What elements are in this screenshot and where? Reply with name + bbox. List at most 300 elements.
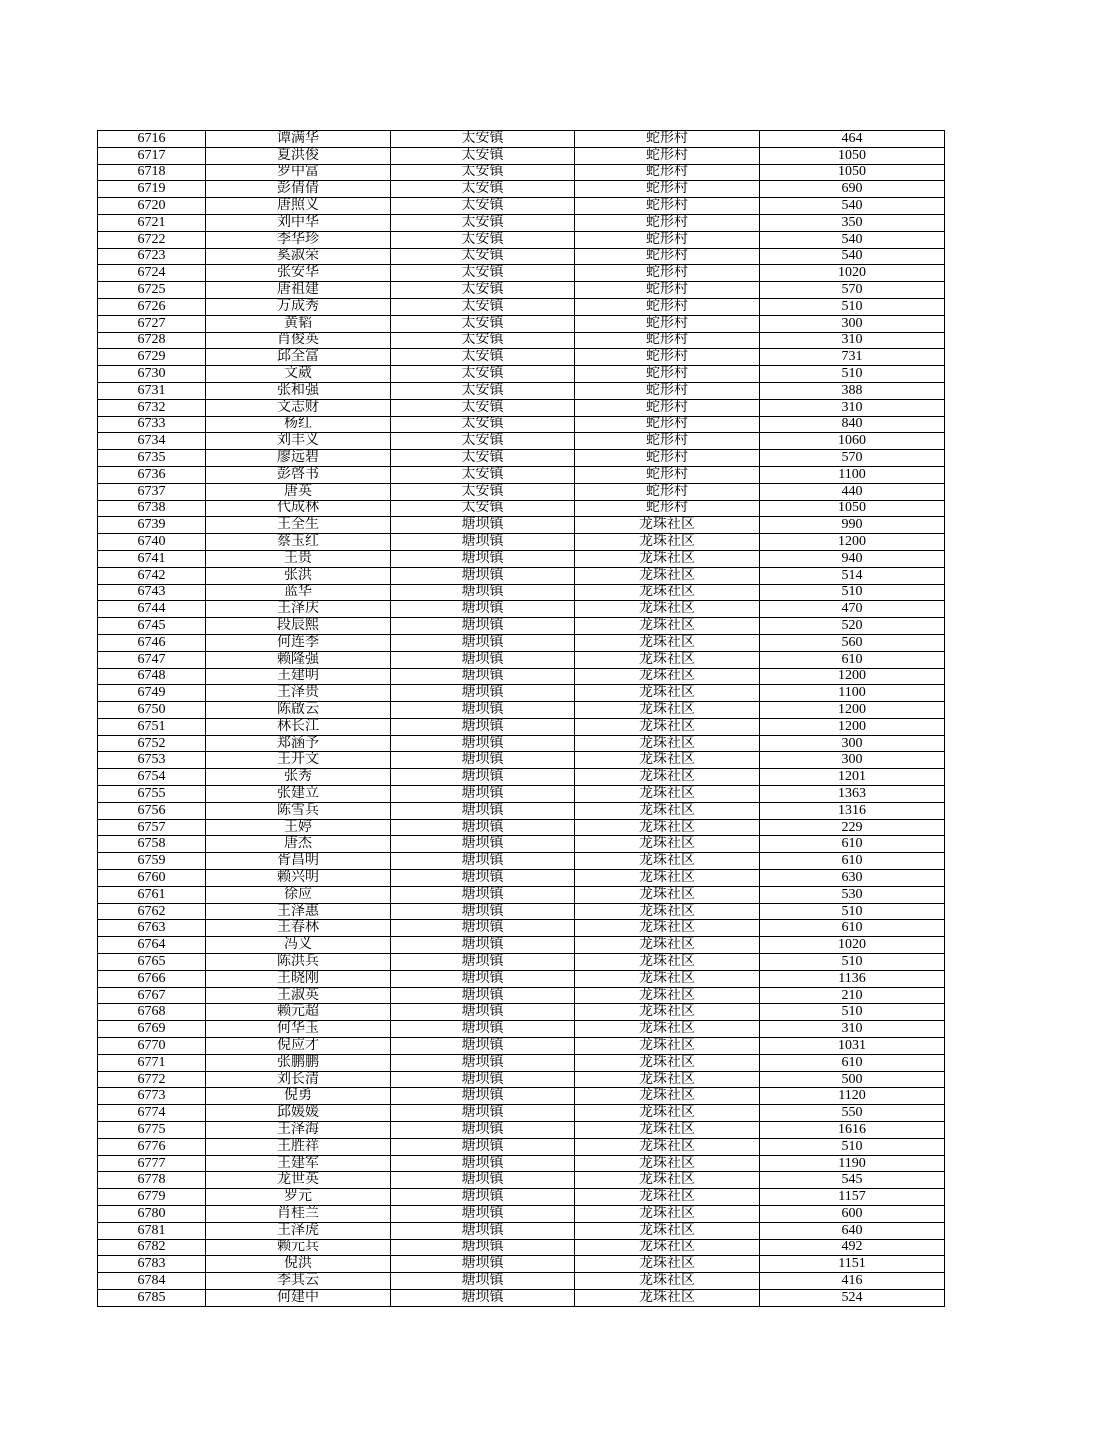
- town-cell: 塘坝镇: [391, 786, 575, 803]
- village-cell: 龙珠社区: [575, 987, 760, 1004]
- table-row: [98, 1038, 945, 1055]
- name-cell: 陈洪兵: [206, 954, 391, 971]
- town-cell: 太安镇: [391, 282, 575, 299]
- amount-cell: 1050: [760, 164, 945, 181]
- village-cell: 蛇形村: [575, 147, 760, 164]
- village-cell: 龙珠社区: [575, 786, 760, 803]
- serial-number-cell: 6733: [98, 416, 206, 433]
- table-row: [98, 1138, 945, 1155]
- town-cell: 塘坝镇: [391, 584, 575, 601]
- table-row: [98, 634, 945, 651]
- town-cell: 塘坝镇: [391, 970, 575, 987]
- serial-number-cell: 6716: [98, 131, 206, 148]
- town-cell: 塘坝镇: [391, 668, 575, 685]
- table-row: [98, 265, 945, 282]
- serial-number-cell: 6779: [98, 1189, 206, 1206]
- name-cell: 陈雪兵: [206, 802, 391, 819]
- amount-cell: 570: [760, 282, 945, 299]
- serial-number-cell: 6782: [98, 1239, 206, 1256]
- table-row: [98, 853, 945, 870]
- amount-cell: 990: [760, 517, 945, 534]
- town-cell: 塘坝镇: [391, 702, 575, 719]
- town-cell: 塘坝镇: [391, 819, 575, 836]
- name-cell: 夏洪俊: [206, 147, 391, 164]
- name-cell: 赖元超: [206, 1004, 391, 1021]
- town-cell: 塘坝镇: [391, 1004, 575, 1021]
- amount-cell: 1157: [760, 1189, 945, 1206]
- amount-cell: 350: [760, 214, 945, 231]
- town-cell: 塘坝镇: [391, 567, 575, 584]
- town-cell: 太安镇: [391, 483, 575, 500]
- town-cell: 塘坝镇: [391, 618, 575, 635]
- name-cell: 何连李: [206, 634, 391, 651]
- town-cell: 太安镇: [391, 164, 575, 181]
- village-cell: 龙珠社区: [575, 1273, 760, 1290]
- name-cell: 王建军: [206, 1155, 391, 1172]
- town-cell: 塘坝镇: [391, 937, 575, 954]
- name-cell: 代成林: [206, 500, 391, 517]
- amount-cell: 470: [760, 601, 945, 618]
- amount-cell: 545: [760, 1172, 945, 1189]
- serial-number-cell: 6775: [98, 1122, 206, 1139]
- serial-number-cell: 6770: [98, 1038, 206, 1055]
- village-cell: 蛇形村: [575, 450, 760, 467]
- name-cell: 彭倩倩: [206, 181, 391, 198]
- serial-number-cell: 6734: [98, 433, 206, 450]
- name-cell: 唐祖建: [206, 282, 391, 299]
- table-row: [98, 1289, 945, 1306]
- serial-number-cell: 6718: [98, 164, 206, 181]
- amount-cell: 500: [760, 1071, 945, 1088]
- name-cell: 罗中富: [206, 164, 391, 181]
- village-cell: 蛇形村: [575, 315, 760, 332]
- town-cell: 塘坝镇: [391, 550, 575, 567]
- village-cell: 蛇形村: [575, 483, 760, 500]
- name-cell: 王胜祥: [206, 1138, 391, 1155]
- village-cell: 龙珠社区: [575, 1155, 760, 1172]
- amount-cell: 492: [760, 1239, 945, 1256]
- village-cell: 蛇形村: [575, 332, 760, 349]
- table-row: [98, 534, 945, 551]
- table-row: [98, 651, 945, 668]
- village-cell: 龙珠社区: [575, 870, 760, 887]
- table-row: [98, 466, 945, 483]
- village-cell: 龙珠社区: [575, 668, 760, 685]
- table-row: [98, 786, 945, 803]
- name-cell: 彭啓书: [206, 466, 391, 483]
- table-row: [98, 1206, 945, 1223]
- table-row: [98, 1155, 945, 1172]
- town-cell: 塘坝镇: [391, 1172, 575, 1189]
- town-cell: 塘坝镇: [391, 920, 575, 937]
- name-cell: 何华玉: [206, 1021, 391, 1038]
- town-cell: 塘坝镇: [391, 1138, 575, 1155]
- serial-number-cell: 6746: [98, 634, 206, 651]
- village-cell: 龙珠社区: [575, 517, 760, 534]
- town-cell: 塘坝镇: [391, 634, 575, 651]
- name-cell: 奚淑荣: [206, 248, 391, 265]
- table-row: [98, 1004, 945, 1021]
- table-row: [98, 1122, 945, 1139]
- name-cell: 李华珍: [206, 231, 391, 248]
- table-row: [98, 702, 945, 719]
- town-cell: 塘坝镇: [391, 1206, 575, 1223]
- village-cell: 龙珠社区: [575, 1172, 760, 1189]
- serial-number-cell: 6780: [98, 1206, 206, 1223]
- village-cell: 蛇形村: [575, 214, 760, 231]
- table-row: [98, 1021, 945, 1038]
- table-row: [98, 584, 945, 601]
- table-row: [98, 903, 945, 920]
- town-cell: 太安镇: [391, 214, 575, 231]
- town-cell: 太安镇: [391, 466, 575, 483]
- name-cell: 黄韬: [206, 315, 391, 332]
- serial-number-cell: 6730: [98, 366, 206, 383]
- village-cell: 龙珠社区: [575, 1054, 760, 1071]
- serial-number-cell: 6728: [98, 332, 206, 349]
- table-row: [98, 198, 945, 215]
- serial-number-cell: 6749: [98, 685, 206, 702]
- town-cell: 太安镇: [391, 147, 575, 164]
- serial-number-cell: 6763: [98, 920, 206, 937]
- amount-cell: 310: [760, 399, 945, 416]
- town-cell: 塘坝镇: [391, 769, 575, 786]
- name-cell: 王贵: [206, 550, 391, 567]
- village-cell: 蛇形村: [575, 198, 760, 215]
- name-cell: 张建立: [206, 786, 391, 803]
- amount-cell: 229: [760, 819, 945, 836]
- serial-number-cell: 6724: [98, 265, 206, 282]
- amount-cell: 540: [760, 231, 945, 248]
- serial-number-cell: 6776: [98, 1138, 206, 1155]
- town-cell: 塘坝镇: [391, 802, 575, 819]
- name-cell: 唐杰: [206, 836, 391, 853]
- serial-number-cell: 6771: [98, 1054, 206, 1071]
- amount-cell: 1200: [760, 534, 945, 551]
- town-cell: 太安镇: [391, 315, 575, 332]
- town-cell: 塘坝镇: [391, 718, 575, 735]
- table-body: [98, 131, 945, 1307]
- serial-number-cell: 6740: [98, 534, 206, 551]
- serial-number-cell: 6755: [98, 786, 206, 803]
- table-row: [98, 231, 945, 248]
- amount-cell: 510: [760, 366, 945, 383]
- amount-cell: 510: [760, 584, 945, 601]
- village-cell: 龙珠社区: [575, 702, 760, 719]
- serial-number-cell: 6735: [98, 450, 206, 467]
- town-cell: 塘坝镇: [391, 1088, 575, 1105]
- name-cell: 刘中华: [206, 214, 391, 231]
- name-cell: 唐照义: [206, 198, 391, 215]
- town-cell: 太安镇: [391, 298, 575, 315]
- name-cell: 郑涵予: [206, 735, 391, 752]
- serial-number-cell: 6748: [98, 668, 206, 685]
- serial-number-cell: 6719: [98, 181, 206, 198]
- town-cell: 太安镇: [391, 248, 575, 265]
- town-cell: 塘坝镇: [391, 517, 575, 534]
- table-row: [98, 1105, 945, 1122]
- town-cell: 太安镇: [391, 382, 575, 399]
- table-row: [98, 886, 945, 903]
- serial-number-cell: 6721: [98, 214, 206, 231]
- village-cell: 蛇形村: [575, 399, 760, 416]
- village-cell: 龙珠社区: [575, 1206, 760, 1223]
- amount-cell: 1363: [760, 786, 945, 803]
- table-row: [98, 752, 945, 769]
- table-row: [98, 870, 945, 887]
- table-row: [98, 1256, 945, 1273]
- village-cell: 龙珠社区: [575, 601, 760, 618]
- table-row: [98, 450, 945, 467]
- serial-number-cell: 6781: [98, 1222, 206, 1239]
- table-row: [98, 819, 945, 836]
- serial-number-cell: 6753: [98, 752, 206, 769]
- town-cell: 塘坝镇: [391, 954, 575, 971]
- serial-number-cell: 6756: [98, 802, 206, 819]
- name-cell: 邱全富: [206, 349, 391, 366]
- name-cell: 冯义: [206, 937, 391, 954]
- town-cell: 塘坝镇: [391, 853, 575, 870]
- town-cell: 塘坝镇: [391, 1021, 575, 1038]
- serial-number-cell: 6731: [98, 382, 206, 399]
- amount-cell: 1020: [760, 937, 945, 954]
- name-cell: 王建明: [206, 668, 391, 685]
- table-row: [98, 987, 945, 1004]
- amount-cell: 560: [760, 634, 945, 651]
- serial-number-cell: 6760: [98, 870, 206, 887]
- village-cell: 龙珠社区: [575, 1122, 760, 1139]
- town-cell: 太安镇: [391, 131, 575, 148]
- name-cell: 罗元: [206, 1189, 391, 1206]
- village-cell: 龙珠社区: [575, 903, 760, 920]
- amount-cell: 940: [760, 550, 945, 567]
- name-cell: 张和强: [206, 382, 391, 399]
- village-cell: 蛇形村: [575, 433, 760, 450]
- town-cell: 塘坝镇: [391, 601, 575, 618]
- amount-cell: 514: [760, 567, 945, 584]
- amount-cell: 1120: [760, 1088, 945, 1105]
- table-row: [98, 567, 945, 584]
- amount-cell: 440: [760, 483, 945, 500]
- village-cell: 龙珠社区: [575, 534, 760, 551]
- town-cell: 塘坝镇: [391, 903, 575, 920]
- table-row: [98, 1189, 945, 1206]
- serial-number-cell: 6757: [98, 819, 206, 836]
- town-cell: 塘坝镇: [391, 685, 575, 702]
- table-row: [98, 433, 945, 450]
- table-row: [98, 248, 945, 265]
- village-cell: 龙珠社区: [575, 1105, 760, 1122]
- table-row: [98, 769, 945, 786]
- amount-cell: 1020: [760, 265, 945, 282]
- amount-cell: 640: [760, 1222, 945, 1239]
- name-cell: 唐英: [206, 483, 391, 500]
- name-cell: 王晓刚: [206, 970, 391, 987]
- table-row: [98, 735, 945, 752]
- serial-number-cell: 6767: [98, 987, 206, 1004]
- amount-cell: 540: [760, 248, 945, 265]
- name-cell: 王开文: [206, 752, 391, 769]
- serial-number-cell: 6778: [98, 1172, 206, 1189]
- serial-number-cell: 6766: [98, 970, 206, 987]
- table-row: [98, 1172, 945, 1189]
- amount-cell: 510: [760, 1138, 945, 1155]
- table-row: [98, 147, 945, 164]
- town-cell: 塘坝镇: [391, 651, 575, 668]
- village-cell: 龙珠社区: [575, 1021, 760, 1038]
- village-cell: 龙珠社区: [575, 886, 760, 903]
- name-cell: 谭满华: [206, 131, 391, 148]
- serial-number-cell: 6729: [98, 349, 206, 366]
- town-cell: 塘坝镇: [391, 1071, 575, 1088]
- serial-number-cell: 6732: [98, 399, 206, 416]
- table-row: [98, 802, 945, 819]
- village-cell: 蛇形村: [575, 466, 760, 483]
- table-row: [98, 618, 945, 635]
- name-cell: 王全生: [206, 517, 391, 534]
- name-cell: 肖俊英: [206, 332, 391, 349]
- serial-number-cell: 6783: [98, 1256, 206, 1273]
- village-cell: 龙珠社区: [575, 634, 760, 651]
- village-cell: 蛇形村: [575, 500, 760, 517]
- amount-cell: 1031: [760, 1038, 945, 1055]
- data-table: [97, 130, 945, 1307]
- town-cell: 太安镇: [391, 349, 575, 366]
- village-cell: 龙珠社区: [575, 836, 760, 853]
- serial-number-cell: 6739: [98, 517, 206, 534]
- amount-cell: 610: [760, 920, 945, 937]
- village-cell: 蛇形村: [575, 382, 760, 399]
- serial-number-cell: 6777: [98, 1155, 206, 1172]
- serial-number-cell: 6720: [98, 198, 206, 215]
- table-row: [98, 685, 945, 702]
- town-cell: 塘坝镇: [391, 870, 575, 887]
- amount-cell: 1060: [760, 433, 945, 450]
- amount-cell: 300: [760, 735, 945, 752]
- amount-cell: 1201: [760, 769, 945, 786]
- village-cell: 蛇形村: [575, 181, 760, 198]
- table-row: [98, 1239, 945, 1256]
- name-cell: 赖兴明: [206, 870, 391, 887]
- table-row: [98, 1273, 945, 1290]
- table-row: [98, 500, 945, 517]
- town-cell: 塘坝镇: [391, 1239, 575, 1256]
- town-cell: 塘坝镇: [391, 1222, 575, 1239]
- serial-number-cell: 6772: [98, 1071, 206, 1088]
- table-row: [98, 416, 945, 433]
- serial-number-cell: 6769: [98, 1021, 206, 1038]
- village-cell: 龙珠社区: [575, 1189, 760, 1206]
- table-row: [98, 920, 945, 937]
- amount-cell: 550: [760, 1105, 945, 1122]
- village-cell: 龙珠社区: [575, 1038, 760, 1055]
- amount-cell: 310: [760, 332, 945, 349]
- name-cell: 肖桂兰: [206, 1206, 391, 1223]
- serial-number-cell: 6764: [98, 937, 206, 954]
- amount-cell: 690: [760, 181, 945, 198]
- amount-cell: 210: [760, 987, 945, 1004]
- amount-cell: 416: [760, 1273, 945, 1290]
- name-cell: 万成秀: [206, 298, 391, 315]
- town-cell: 太安镇: [391, 332, 575, 349]
- name-cell: 倪勇: [206, 1088, 391, 1105]
- table-row: [98, 399, 945, 416]
- name-cell: 倪洪: [206, 1256, 391, 1273]
- name-cell: 赖隆强: [206, 651, 391, 668]
- amount-cell: 310: [760, 1021, 945, 1038]
- village-cell: 蛇形村: [575, 265, 760, 282]
- village-cell: 龙珠社区: [575, 802, 760, 819]
- name-cell: 倪应才: [206, 1038, 391, 1055]
- table-row: [98, 718, 945, 735]
- town-cell: 塘坝镇: [391, 1273, 575, 1290]
- name-cell: 廖远碧: [206, 450, 391, 467]
- serial-number-cell: 6736: [98, 466, 206, 483]
- amount-cell: 630: [760, 870, 945, 887]
- amount-cell: 1050: [760, 147, 945, 164]
- village-cell: 龙珠社区: [575, 819, 760, 836]
- name-cell: 张鹏鹏: [206, 1054, 391, 1071]
- name-cell: 蔡玉红: [206, 534, 391, 551]
- serial-number-cell: 6765: [98, 954, 206, 971]
- town-cell: 太安镇: [391, 231, 575, 248]
- amount-cell: 731: [760, 349, 945, 366]
- name-cell: 刘长清: [206, 1071, 391, 1088]
- name-cell: 张秀: [206, 769, 391, 786]
- amount-cell: 464: [760, 131, 945, 148]
- name-cell: 文志财: [206, 399, 391, 416]
- serial-number-cell: 6759: [98, 853, 206, 870]
- amount-cell: 1050: [760, 500, 945, 517]
- village-cell: 蛇形村: [575, 131, 760, 148]
- amount-cell: 1200: [760, 718, 945, 735]
- serial-number-cell: 6762: [98, 903, 206, 920]
- town-cell: 塘坝镇: [391, 534, 575, 551]
- amount-cell: 600: [760, 1206, 945, 1223]
- amount-cell: 510: [760, 954, 945, 971]
- village-cell: 龙珠社区: [575, 1239, 760, 1256]
- town-cell: 塘坝镇: [391, 1155, 575, 1172]
- serial-number-cell: 6768: [98, 1004, 206, 1021]
- name-cell: 邱媛媛: [206, 1105, 391, 1122]
- amount-cell: 610: [760, 1054, 945, 1071]
- name-cell: 龙世英: [206, 1172, 391, 1189]
- village-cell: 龙珠社区: [575, 718, 760, 735]
- serial-number-cell: 6758: [98, 836, 206, 853]
- table-row: [98, 181, 945, 198]
- village-cell: 龙珠社区: [575, 920, 760, 937]
- table-row: [98, 131, 945, 148]
- amount-cell: 520: [760, 618, 945, 635]
- serial-number-cell: 6742: [98, 567, 206, 584]
- amount-cell: 510: [760, 1004, 945, 1021]
- serial-number-cell: 6747: [98, 651, 206, 668]
- name-cell: 王淑英: [206, 987, 391, 1004]
- amount-cell: 1151: [760, 1256, 945, 1273]
- amount-cell: 570: [760, 450, 945, 467]
- town-cell: 塘坝镇: [391, 735, 575, 752]
- serial-number-cell: 6754: [98, 769, 206, 786]
- town-cell: 太安镇: [391, 433, 575, 450]
- serial-number-cell: 6722: [98, 231, 206, 248]
- amount-cell: 1616: [760, 1122, 945, 1139]
- serial-number-cell: 6725: [98, 282, 206, 299]
- village-cell: 蛇形村: [575, 366, 760, 383]
- village-cell: 蛇形村: [575, 248, 760, 265]
- table-row: [98, 298, 945, 315]
- village-cell: 龙珠社区: [575, 685, 760, 702]
- name-cell: 王泽庆: [206, 601, 391, 618]
